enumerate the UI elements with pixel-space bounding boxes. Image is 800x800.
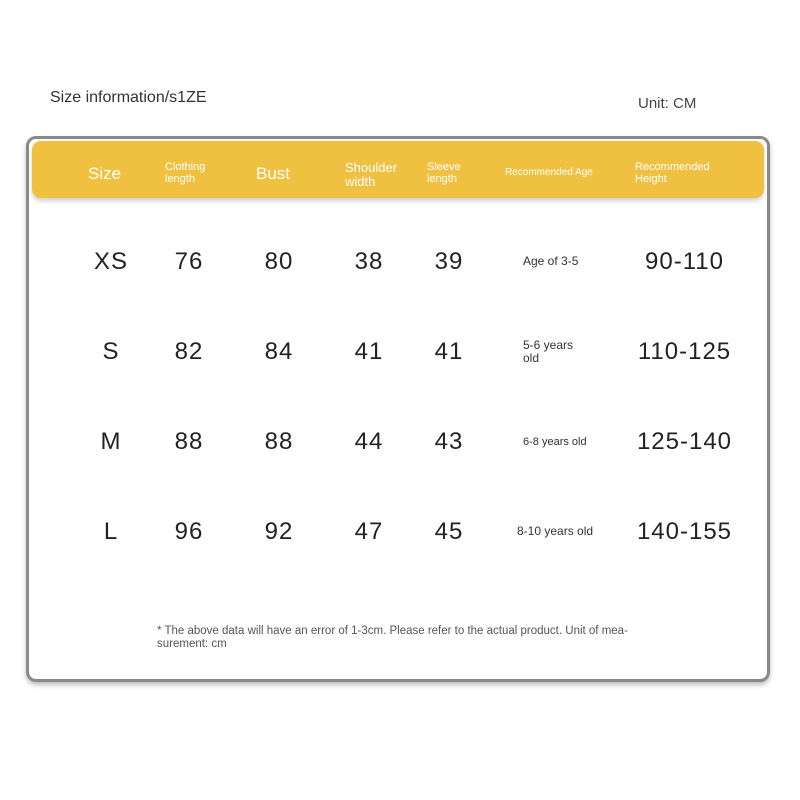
bust-cell: 88 [264, 428, 294, 455]
sleeve-cell: 43 [434, 428, 464, 455]
sleeve-cell: 41 [434, 338, 464, 365]
shoulder-cell: 47 [354, 518, 384, 545]
header-bust: Bust [256, 164, 291, 183]
size-cell: L [103, 518, 119, 545]
header-size: Size [88, 164, 122, 183]
page-title: Size information/s1ZE [50, 89, 207, 106]
bust-cell: 84 [264, 338, 294, 365]
table-row [29, 512, 767, 552]
clothing-length-cell: 88 [174, 428, 204, 455]
clothing-length-cell: 96 [174, 518, 204, 545]
sleeve-cell: 45 [434, 518, 464, 545]
table-row [29, 332, 767, 372]
header-sleeve-length: Sleeve length [427, 161, 461, 186]
header-clothing-length: Clothing length [165, 161, 206, 186]
shoulder-cell: 44 [354, 428, 384, 455]
header-recommended-height: Recommended Height [635, 161, 710, 186]
header-recommended-age: Recommended Age [505, 167, 593, 178]
age-cell: Age of 3-5 [523, 254, 579, 269]
clothing-length-cell: 82 [174, 338, 204, 365]
bust-cell: 80 [264, 248, 294, 275]
disclaimer-note: * The above data will have an error of 1-3cm. Please refer to the actual product. Unit of mea-surement: cm [157, 625, 628, 651]
age-cell: 6-8 years old [523, 435, 587, 448]
size-cell: M [100, 428, 122, 455]
clothing-length-cell: 76 [174, 248, 204, 275]
unit-label: Unit: CM [638, 95, 697, 112]
table-row [29, 242, 767, 282]
size-cell: S [102, 338, 120, 365]
height-cell: 90-110 [645, 248, 724, 275]
bust-cell: 92 [264, 518, 294, 545]
shoulder-cell: 38 [354, 248, 384, 275]
shoulder-cell: 41 [354, 338, 384, 365]
table-row [29, 422, 767, 462]
age-cell: 8-10 years old [517, 524, 594, 539]
table-header [32, 141, 764, 198]
height-cell: 140-155 [636, 518, 733, 545]
size-cell: XS [93, 248, 128, 275]
height-cell: 125-140 [636, 428, 733, 455]
age-cell: 5-6 years old [523, 337, 574, 365]
sleeve-cell: 39 [434, 248, 464, 275]
height-cell: 110-125 [637, 338, 732, 365]
header-shoulder-width: Shoulder width [345, 160, 398, 190]
size-table-card [26, 136, 770, 682]
